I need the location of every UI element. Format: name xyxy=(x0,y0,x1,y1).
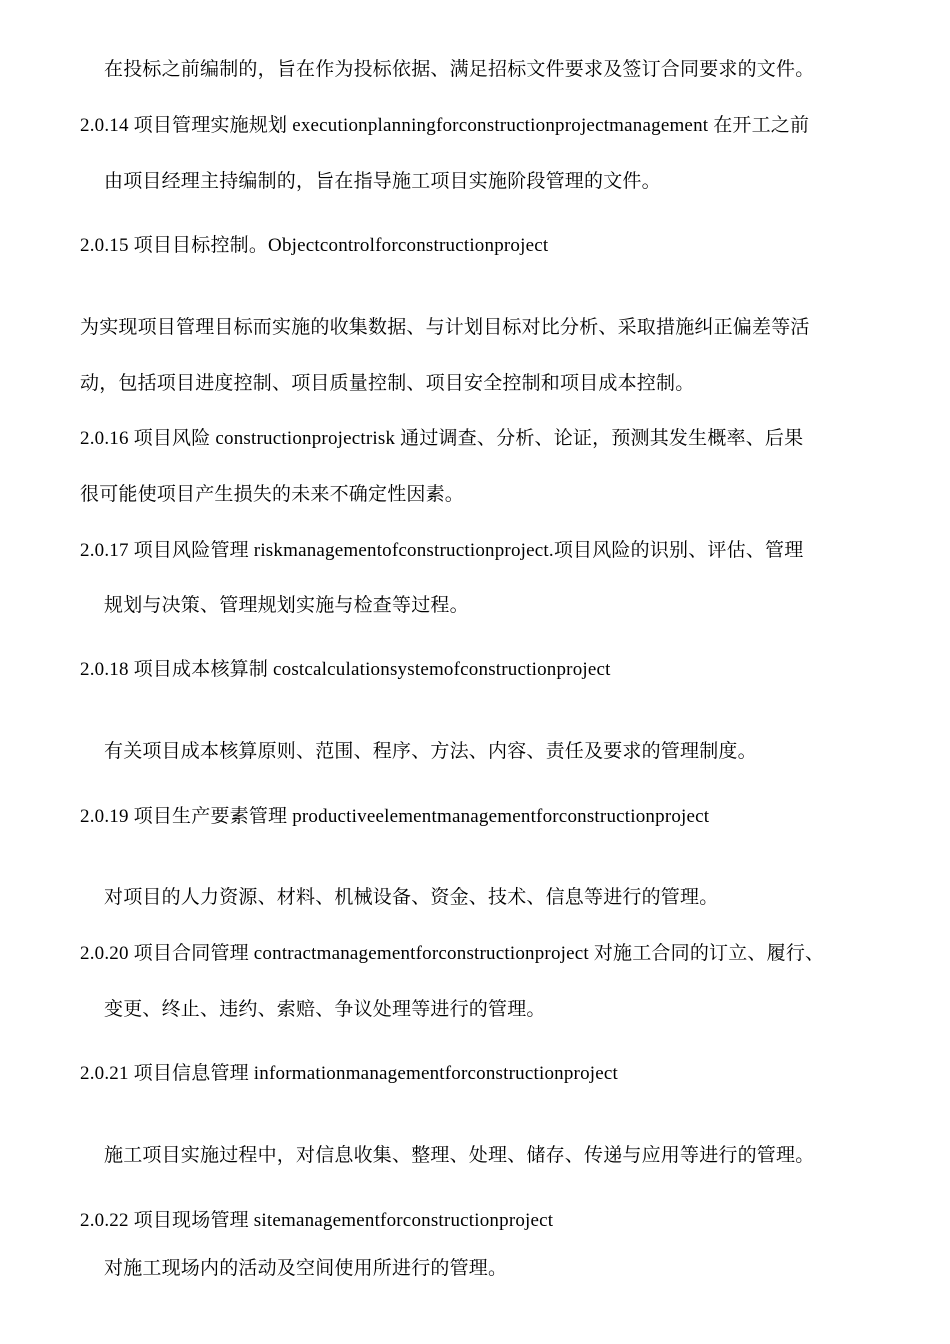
text-line: 动，包括项目进度控制、项目质量控制、项目安全控制和项目成本控制。 xyxy=(80,373,695,394)
text-line: 很可能使项目产生损失的未来不确定性因素。 xyxy=(80,484,465,505)
clause-heading-2-0-17: 2.0.17 项目风险管理 riskmanagementofconstructionproject.项目风险的识别、评估、管理 xyxy=(80,540,804,561)
clause-heading-2-0-22: 2.0.22 项目现场管理 sitemanagementforconstructionproject xyxy=(80,1210,554,1231)
clause-heading-2-0-14: 2.0.14 项目管理实施规划 executionplanningforconstructionprojectmanagement 在开工之前 xyxy=(80,115,810,136)
text-line: 施工项目实施过程中，对信息收集、整理、处理、储存、传递与应用等进行的管理。 xyxy=(104,1145,815,1166)
clause-heading-2-0-21: 2.0.21 项目信息管理 informationmanagementforconstructionproject xyxy=(80,1063,619,1084)
text-line: 由项目经理主持编制的，旨在指导施工项目实施阶段管理的文件。 xyxy=(104,171,661,192)
text-line: 规划与决策、管理规划实施与检查等过程。 xyxy=(104,595,469,616)
text-line: 为实现项目管理目标而实施的收集数据、与计划目标对比分析、采取措施纠正偏差等活 xyxy=(80,317,810,338)
clause-heading-2-0-16: 2.0.16 项目风险 constructionprojectrisk 通过调查、分析、论证，预测其发生概率、后果 xyxy=(80,428,804,449)
text-line: 有关项目成本核算原则、范围、程序、方法、内容、责任及要求的管理制度。 xyxy=(104,741,757,762)
text-line: 变更、终止、违约、索赔、争议处理等进行的管理。 xyxy=(104,999,546,1020)
text-line: 对项目的人力资源、材料、机械设备、资金、技术、信息等进行的管理。 xyxy=(104,887,719,908)
clause-heading-2-0-18: 2.0.18 项目成本核算制 costcalculationsystemofconstructionproject xyxy=(80,659,611,680)
clause-heading-2-0-19: 2.0.19 项目生产要素管理 productiveelementmanagementforconstructionproject xyxy=(80,806,710,827)
clause-heading-2-0-15: 2.0.15 项目目标控制。Objectcontrolforconstructionproject xyxy=(80,235,549,256)
text-line: 对施工现场内的活动及空间使用所进行的管理。 xyxy=(104,1258,508,1279)
clause-heading-2-0-20: 2.0.20 项目合同管理 contractmanagementforconstructionproject 对施工合同的订立、履行、 xyxy=(80,943,825,964)
text-line: 在投标之前编制的，旨在作为投标依据、满足招标文件要求及签订合同要求的文件。 xyxy=(104,59,815,80)
